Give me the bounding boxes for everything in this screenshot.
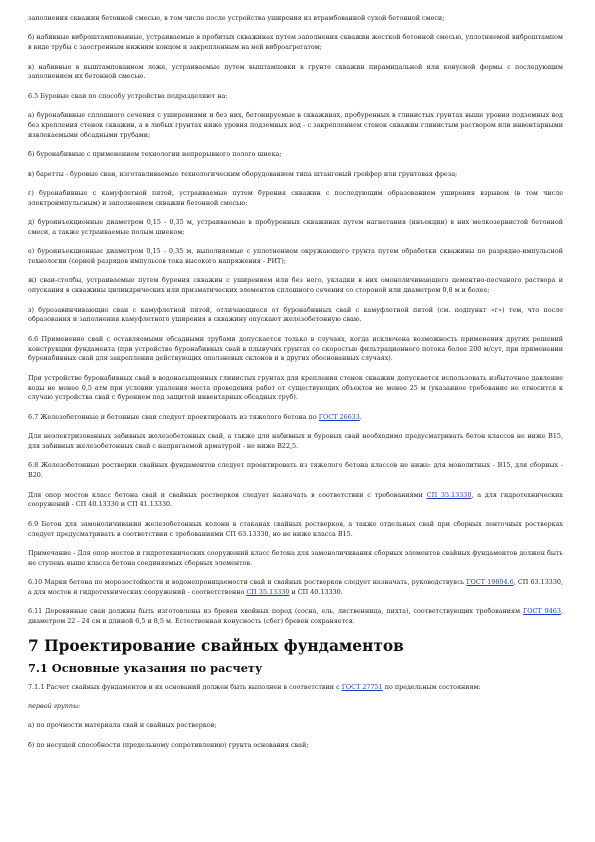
- text-run: и СП 40.13330.: [289, 587, 343, 596]
- text-run: , а для гидротехнических сооружений - СП 40.13330 и СП 41.13330.: [28, 490, 563, 509]
- paragraph: 6.8 Железобетонные ростверки свайных фундаментов следует проектировать из тяжелого бетона классов не ниже: для монолитных - В15, для сборных - В20.: [28, 461, 563, 480]
- list-item: б) по несущей способности (предельному сопротивлению) грунта основания свай;: [28, 740, 309, 749]
- paragraph: Для неэлектризованных забивных железобетонных свай, а также для набивных и буровых свай необходимо предусматривать бетон классов не ниже В15, для забивных железобетонных свай с напрягаемой арматурой - не ниже В22,5.: [28, 432, 563, 451]
- paragraph: заполнения скважин бетонной смесью, в том числе после устройства уширения из втрамбованной сухой бетонной смеси;: [28, 14, 445, 22]
- group-label: первой группы:: [28, 701, 81, 710]
- paragraph: [28, 491, 563, 511]
- paragraph: в) баретты - буровые сваи, изготавливаемые технологическим оборудованием типа штанговый грейфер или грунтовая фреза;: [28, 169, 458, 178]
- paragraph: [28, 413, 563, 423]
- link-sp-35-13330[interactable]: СП 35.13330: [246, 587, 290, 596]
- paragraph: [28, 578, 563, 598]
- paragraph: з) бурозавинчивающие сваи с камуфлетной пятой, отличающиеся от буронабивных свай с камуфлетной пятой (см. подпункт «г») тем, что после образования и заполнения камуфлетного уширения в скважину опускают железобетонную сваю.: [28, 305, 563, 324]
- paragraph: [28, 607, 563, 627]
- paragraph: При устройстве буронабивных свай в водонасыщенных глинистых грунтах для крепления стенок скважин допускается использовать избыточное давление воды не менее 0,5 атм при условии удаления места проведения работ от существующих объектов не менее 25 м (указанное требование не относится к случаю устройства свай с бурением под защитой инвентарных обсадных труб).: [28, 373, 563, 402]
- paragraph: а) буронабивные сплошного сечения с уширениями и без них, бетонируемые в скважинах, пробуренных в глинистых грунтах выше уровня подземных вод без крепления стенок скважин, а в любых грунтах ниже уровня подземных вод - с закреплением стенок скважин глинистым раствором или инвентарными извлекаемыми обсадными трубами;: [28, 111, 563, 139]
- paragraph: 6.6 Применение свай с оставляемыми обсадными трубами допускается только в случаях, когда исключена возможность применения других решений конструкции фундамента (при устройстве буронабивных свай в плывучих грунтах со скоростью фильтрационного потока более 200 м/сут, при применении буронабивных свай для закрепления действующих оползневых склонов и в других обоснованных случаях).: [28, 334, 563, 363]
- text-run: 6.7 Железобетонные и бетонные сваи следует проектировать из тяжелого бетона по: [28, 412, 319, 421]
- link-gost-9463[interactable]: ГОСТ 9463: [523, 607, 561, 616]
- paragraph: ж) сваи-столбы, устраиваемые путем бурения скважин с уширением или без него, укладки в них омоноличивающего цементно-песчаного раствора и опускания в скважины цилиндрических или призматических элементов сплошного сечения со стороной или диаметром 0,8 м и более;: [28, 276, 563, 295]
- text-run: , СП 63.13330, а для мостов и гидротехнических сооружений - соответственно: [28, 578, 563, 596]
- text-run: 7.1.1 Расчет свайных фундаментов и их оснований должен быть выполнен в соответствии с: [28, 682, 342, 691]
- text-run: по предельным состояниям:: [382, 682, 481, 691]
- link-gost-27751[interactable]: ГОСТ 27751: [341, 682, 383, 691]
- link-gost-19804-6[interactable]: ГОСТ 19804.6: [466, 578, 514, 587]
- list-item: а) по прочности материала свай и свайных ростверков;: [28, 721, 217, 730]
- link-sp-35-13330[interactable]: СП 35.13330: [426, 490, 472, 499]
- text-run: Для опор мостов класс бетона свай и свайных ростверков следует назначать в соответствии с требованиями: [28, 490, 427, 499]
- paragraph: б) набивные виброштампованные, устраиваемые в пробитых скважинах путем заполнения скважин жесткой бетонной смесью, уплотняемой виброштампом в виде трубы с заостренным нижним концом и закрепленным на ней виброагрегатом;: [28, 33, 563, 52]
- paragraph: в) набивные в выштампованном ложе, устраиваемые путем выштамповки в грунте скважин пирамидальной или конусной формы с последующим заполнением их бетонной смесью.: [28, 62, 563, 81]
- paragraph: 6.9 Бетон для замоноличивания железобетонных колонн в стаканах свайных ростверков, а также отдельных свай при сборных ленточных ростверках следует предусматривать в соответствии с требованиями СП 63.13330, но не ниже класса В15.: [28, 519, 563, 538]
- paragraph: д) буроинъекционные диаметром 0,15 - 0,35 м, устраиваемые в пробуренных скважинах путем нагнетания (инъекции) в них мелкозернистой бетонной смеси, а также устраиваемые полым шнеком;: [28, 218, 563, 236]
- subsection-heading: 7.1 Основные указания по расчету: [28, 660, 263, 675]
- text-run: 6.11 Деревянные сваи должны быть изготовлены из бревен хвойных пород (сосна, ель, лиственница, пихта), соответствующих требованиям: [28, 607, 524, 616]
- paragraph: г) буронабивные с камуфлетной пятой, устраиваемые путем бурения скважин с последующим образованием уширения взрывом (в том числе электроимпульсным) и заполнением скважин бетонной смесью;: [28, 188, 563, 207]
- text-run: 6.10 Марки бетона по морозостойкости и водонепроницаемости свай и свайных ростверков следует назначать, руководствуясь: [28, 578, 467, 587]
- section-heading: 7 Проектирование свайных фундаментов: [28, 636, 404, 655]
- paragraph: 6.5 Буровые сваи по способу устройства подразделяют на:: [28, 91, 228, 100]
- paragraph: б) буронабивные с применением технологии непрерывного полого шнека;: [28, 150, 282, 159]
- paragraph: е) буроинъекционные диаметром 0,15 - 0,35 м, выполняемые с уплотнением окружающего грунта путем обработки скважины по разрядно-импульсной технологии (серией разрядов импульсов тока высокого напряжения - РИТ);: [28, 247, 563, 266]
- link-gost-26633[interactable]: ГОСТ 26633: [318, 412, 360, 421]
- text-run: , диаметром 22 - 24 см и длиной 6,5 и 8,5 м. Естественная конусность (сбег) бревен сохраняется.: [28, 607, 563, 626]
- paragraph: [28, 683, 563, 693]
- note-paragraph: Примечание - Для опор мостов и гидротехнических сооружений класс бетона для замоноличивания сборных элементов свайных фундаментов должен быть не ступень выше класса бетона соединяемых сборных элементов.: [28, 548, 563, 567]
- text-run: .: [359, 412, 362, 421]
